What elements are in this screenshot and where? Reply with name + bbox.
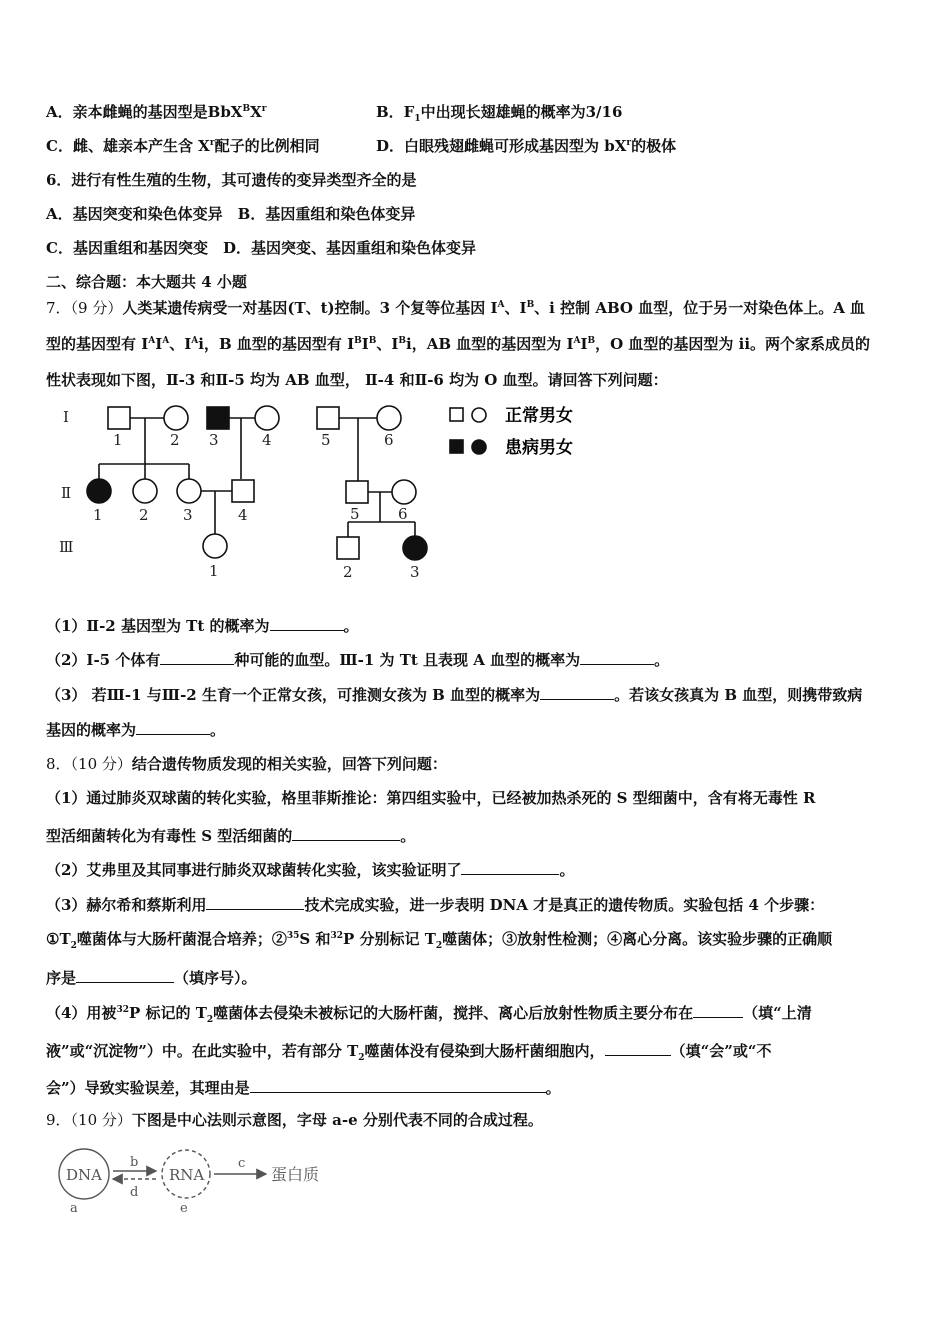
I-6-normal-female (377, 406, 401, 430)
svg-text:4: 4 (262, 431, 272, 449)
answer-blank[interactable] (270, 614, 344, 631)
svg-text:b: b (130, 1155, 139, 1170)
q6-options-cd: C．基因重组和基因突变 D．基因突变、基因重组和染色体变异 (46, 239, 476, 257)
central-dogma-diagram (48, 1140, 348, 1220)
II-2-normal-female (133, 479, 157, 503)
answer-blank[interactable] (250, 1076, 546, 1093)
answer-blank[interactable] (693, 1001, 743, 1018)
protein-label: 蛋白质 (271, 1165, 320, 1184)
q7-sub-3-line-2: 基因的概率为 。 (46, 718, 225, 740)
q5-option-d: D．白眼残翅雌蝇可形成基因型为 $bX^r$的极体 (376, 137, 677, 155)
q8-sub-3-line-2: $①T_2$噬菌体与大肠杆菌混合培养；②$^{35}$S 和$^{32}$P 分别标记 $T_2$噬菌体；③放射性检测；④离心分离。该实验步骤的正确顺 (46, 930, 833, 951)
svg-text:1: 1 (209, 562, 219, 580)
svg-text:5: 5 (321, 431, 331, 449)
answer-blank[interactable] (206, 893, 304, 910)
q7-sub-3: （3） 若Ⅲ-1 与Ⅲ-2 生育一个正常女孩，可推测女孩为 B 血型的概率为 。若该女孩真为 B 血型，则携带致病 (46, 683, 862, 705)
legend-normal-male-icon (450, 408, 463, 421)
q8-sub-4-line-3: 会”）导致实验误差，其理由是 。 (46, 1076, 561, 1098)
rna-label: RNA (169, 1166, 205, 1184)
q6-stem: 6．进行有性生殖的生物，其可遗传的变异类型齐全的是 (46, 171, 417, 189)
svg-text:1: 1 (93, 506, 103, 524)
III-2-normal-male (337, 537, 359, 559)
q8-sub-1: （1）通过肺炎双球菌的转化实验，格里菲斯推论：第四组实验中，已经被加热杀死的 S 型细菌中，含有将无毒性 R (46, 789, 816, 807)
III-3-affected-female (403, 536, 427, 560)
q7-sub-2: （2）Ⅰ-5 个体有 种可能的血型。Ⅲ-1 为 Tt 且表现 A 血型的概率为 。 (46, 648, 669, 670)
q5-option-b: B．$F_1$中出现长翅雄蝇的概率为3/16 (376, 103, 623, 124)
II-4-normal-male (232, 480, 254, 502)
q7-line-1: 7．（9 分）人类某遗传病受一对基因(T、t)控制。3 个复等位基因 $I^A$、$I^B$、i 控制 ABO 血型，位于另一对染色体上。A 血 (46, 299, 866, 317)
q8-stem: 8．（10 分）结合遗传物质发现的相关实验，回答下列问题： (46, 755, 447, 773)
q8-sub-4: （4）用被$^{32}$P 标记的 $T_2$噬菌体去侵染未被标记的大肠杆菌，搅拌、离心后放射性物质主要分布在 （填“上清 (46, 1001, 812, 1023)
q7-line-2: 型的基因型有 $I^AI^A$、$I^Ai$，B 血型的基因型有 $I^BI^B$、$I^Bi$，AB 血型的基因型为 $I^AI^B$，O 血型的基因型为 ii。两个家系成员的 (46, 335, 871, 353)
dna-label: DNA (66, 1166, 102, 1184)
legend-normal-female-icon (472, 408, 486, 422)
legend-affected-label: 患病男女 (505, 438, 573, 458)
svg-text:d: d (130, 1185, 139, 1200)
svg-text:1: 1 (113, 431, 123, 449)
I-4-normal-female (255, 406, 279, 430)
svg-text:e: e (180, 1201, 188, 1216)
II-5-normal-male (346, 481, 368, 503)
legend-affected-female-icon (472, 440, 486, 454)
q9-stem: 9．（10 分）下图是中心法则示意图，字母 a-e 分别代表不同的合成过程。 (46, 1111, 543, 1129)
q5-option-c: C．雌、雄亲本产生含 $X^r$配子的比例相同 (46, 137, 320, 155)
q8-sub-2: （2）艾弗里及其同事进行肺炎双球菌转化实验，该实验证明了 。 (46, 858, 574, 880)
svg-text:2: 2 (170, 431, 180, 449)
II-1-affected-female (87, 479, 111, 503)
answer-blank[interactable] (292, 824, 400, 841)
svg-text:2: 2 (139, 506, 149, 524)
q8-sub-4-line-2: 液”或“沉淀物”）中。在此实验中，若有部分 $T_2$噬菌体没有侵染到大肠杆菌细胞内， （填“会”或“不 (46, 1039, 771, 1061)
svg-text:5: 5 (350, 505, 360, 523)
answer-blank[interactable] (580, 648, 654, 665)
III-1-normal-female (203, 534, 227, 558)
q6-options-ab: A．基因突变和染色体变异 B．基因重组和染色体变异 (46, 205, 416, 223)
svg-text:4: 4 (238, 506, 248, 524)
svg-text:3: 3 (183, 506, 193, 524)
q5-option-a: A．亲本雌蝇的基因型是$BbX^BX^r$ (46, 103, 267, 121)
I-1-normal-male (108, 407, 130, 429)
gen-label-I: Ⅰ (63, 408, 69, 426)
gen-label-III: Ⅲ (59, 538, 74, 556)
II-3-normal-female (177, 479, 201, 503)
I-3-affected-male (207, 407, 229, 429)
I-5-normal-male (317, 407, 339, 429)
pedigree-diagram (55, 400, 615, 590)
answer-blank[interactable] (605, 1039, 671, 1056)
svg-text:3: 3 (209, 431, 219, 449)
svg-text:3: 3 (410, 563, 420, 581)
section-heading: 二、综合题：本大题共 4 小题 (46, 273, 247, 291)
legend-affected-male-icon (450, 440, 463, 453)
q7-line-3: 性状表现如下图，Ⅱ-3 和Ⅱ-5 均为 AB 血型， Ⅱ-4 和Ⅱ-6 均为 O 血型。请回答下列问题： (46, 371, 668, 389)
q7-sub-1: （1）Ⅱ-2 基因型为 Tt 的概率为 。 (46, 614, 359, 636)
q8-sub-1-line-2: 型活细菌转化为有毒性 S 型活细菌的 。 (46, 824, 415, 846)
legend-normal-label: 正常男女 (505, 406, 573, 426)
gen-label-II: Ⅱ (61, 484, 72, 502)
q8-sub-3-line-3: 序是 （填序号）。 (46, 966, 257, 988)
svg-text:a: a (70, 1201, 78, 1216)
answer-blank[interactable] (136, 718, 210, 735)
svg-text:6: 6 (398, 505, 408, 523)
answer-blank[interactable] (76, 966, 174, 983)
svg-text:2: 2 (343, 563, 353, 581)
answer-blank[interactable] (461, 858, 559, 875)
I-2-normal-female (164, 406, 188, 430)
answer-blank[interactable] (160, 648, 234, 665)
II-6-normal-female (392, 480, 416, 504)
svg-text:6: 6 (384, 431, 394, 449)
answer-blank[interactable] (540, 683, 614, 700)
svg-text:c: c (238, 1156, 246, 1171)
q8-sub-3: （3）赫尔希和蔡斯利用 技术完成实验，进一步表明 DNA 才是真正的遗传物质。实验包括 4 个步骤： (46, 893, 824, 915)
